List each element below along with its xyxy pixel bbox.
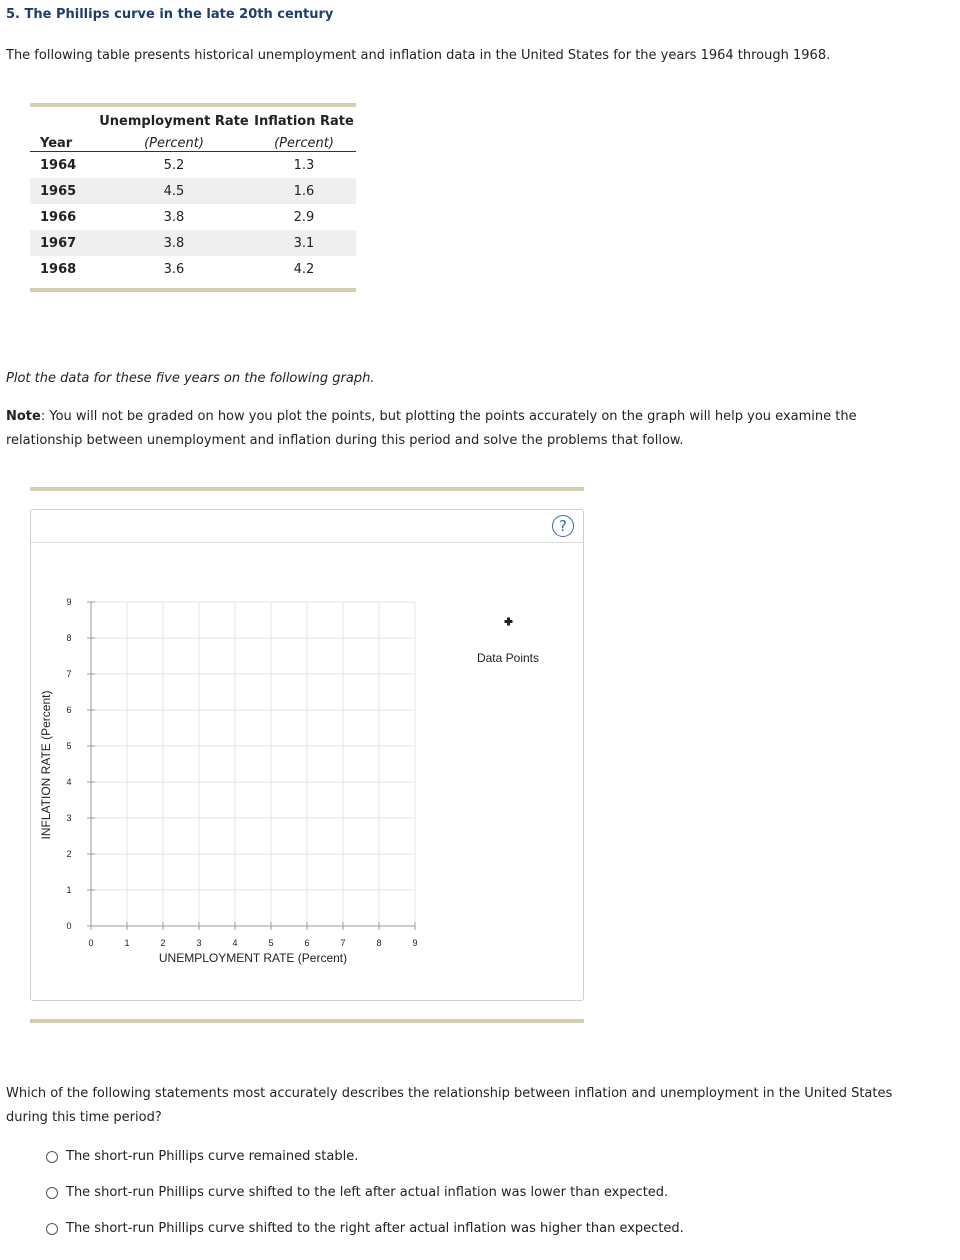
- x-tick-label: 1: [124, 938, 130, 948]
- col-header-unemployment: Unemployment Rate: [99, 114, 249, 129]
- note-body: : You will not be graded on how you plot the points, but plotting the points accurately on the graph will help you examine the relationship between unemployment and inflation during this period and solve the problems that follow.: [6, 409, 857, 448]
- x-tick-label: 2: [160, 938, 166, 948]
- cell-inflation: 1.3: [293, 157, 315, 173]
- x-tick-label: 6: [304, 938, 310, 948]
- radio-button[interactable]: [46, 1223, 58, 1235]
- cell-year: 1965: [30, 178, 96, 204]
- y-tick-label: 6: [66, 705, 72, 715]
- col-header-year: Year: [30, 129, 96, 152]
- y-tick-label: 2: [66, 849, 72, 859]
- ticks: [66, 597, 417, 948]
- intro-text: The following table presents historical unemployment and inflation data in the United States for the years 1964 through 1968.: [6, 48, 831, 63]
- cell-unemployment: 4.5: [96, 178, 252, 204]
- note-label: Note: [6, 409, 41, 424]
- x-tick-label: 5: [268, 938, 274, 948]
- x-tick-label: 9: [412, 938, 418, 948]
- cell-unemployment: 3.6: [163, 261, 185, 277]
- x-tick-label: 4: [232, 938, 238, 948]
- cell-inflation: 4.2: [293, 261, 315, 277]
- cell-year: 1964: [40, 157, 77, 173]
- y-tick-label: 0: [66, 921, 72, 931]
- col-header-inflation: Inflation Rate: [254, 114, 354, 129]
- cell-year: 1968: [40, 261, 77, 277]
- x-tick-label: 8: [376, 938, 382, 948]
- cell-year: 1967: [30, 230, 96, 256]
- cell-inflation: 2.9: [293, 209, 315, 225]
- cell-unemployment: 5.2: [163, 157, 185, 173]
- x-tick-label: 3: [196, 938, 202, 948]
- y-tick-label: 1: [66, 885, 72, 895]
- option-shift-right[interactable]: [46, 1221, 684, 1236]
- y-axis-label: INFLATION RATE (Percent): [39, 690, 53, 840]
- y-tick-label: 4: [66, 777, 72, 787]
- question-title: 5. The Phillips curve in the late 20th century: [6, 7, 334, 22]
- col-unit-unemployment: (Percent): [96, 129, 252, 152]
- y-tick-label: 7: [66, 669, 72, 679]
- legend-label: Data Points: [476, 651, 540, 665]
- x-tick-label: 7: [340, 938, 346, 948]
- option-shift-left[interactable]: [46, 1185, 668, 1200]
- option-label: The short-run Phillips curve remained stable.: [66, 1149, 359, 1164]
- legend-data-points[interactable]: [477, 618, 539, 666]
- cell-year: 1966: [40, 209, 77, 225]
- option-label: The short-run Phillips curve shifted to the right after actual inflation was higher than expected.: [66, 1221, 684, 1236]
- y-tick-label: 9: [66, 597, 72, 607]
- axes: [91, 602, 415, 926]
- radio-button[interactable]: [46, 1151, 58, 1163]
- graph-bottom-bar: [30, 1019, 584, 1023]
- y-tick-label: 5: [66, 741, 72, 751]
- cell-inflation: 1.6: [252, 178, 356, 204]
- cell-unemployment: 3.8: [163, 209, 185, 225]
- cell-unemployment: 3.8: [96, 230, 252, 256]
- option-stable[interactable]: [46, 1149, 358, 1164]
- y-tick-label: 3: [66, 813, 72, 823]
- x-tick-label: 0: [88, 938, 94, 948]
- plot-instruction: Plot the data for these five years on the following graph.: [6, 371, 375, 386]
- plus-icon[interactable]: [505, 618, 513, 626]
- cell-inflation: 3.1: [252, 230, 356, 256]
- x-axis-label: UNEMPLOYMENT RATE (Percent): [158, 951, 348, 965]
- help-icon[interactable]: ?: [552, 515, 574, 537]
- y-tick-label: 8: [66, 633, 72, 643]
- grid-lines: [91, 602, 415, 926]
- radio-button[interactable]: [46, 1187, 58, 1199]
- question-text: Which of the following statements most accurately describes the relationship between inflation and unemployment in the United States during this time period?: [6, 1086, 893, 1125]
- col-unit-inflation: (Percent): [252, 129, 356, 152]
- option-label: The short-run Phillips curve shifted to the left after actual inflation was lower than expected.: [66, 1185, 669, 1200]
